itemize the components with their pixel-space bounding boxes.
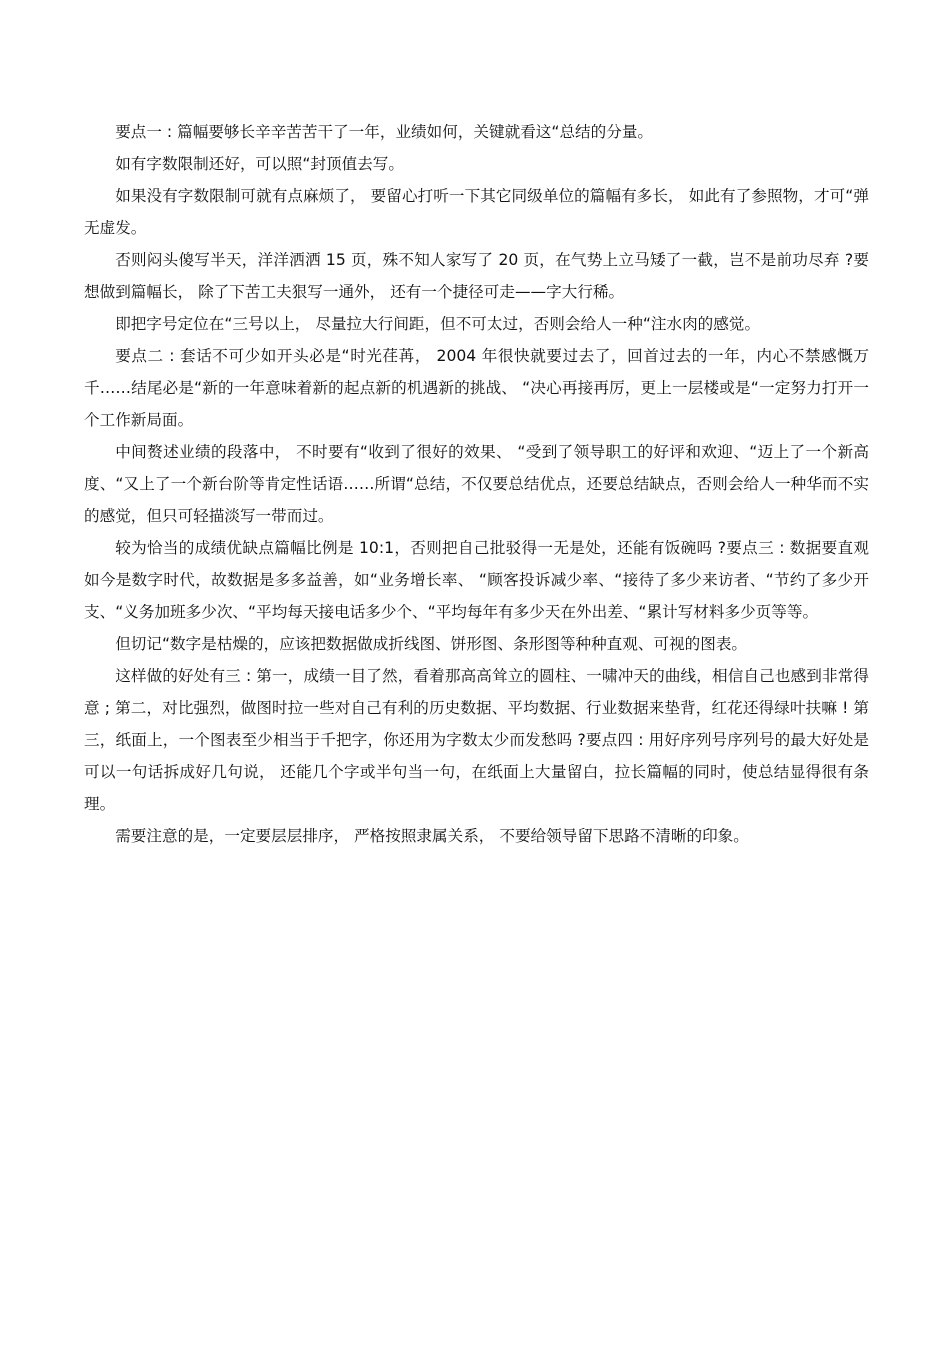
paragraph: 需要注意的是，一定要层层排序， 严格按照隶属关系， 不要给领导留下思路不清晰的印象。	[115, 827, 749, 845]
paragraph: 如有字数限制还好，可以照“封顶值去写。	[115, 155, 404, 173]
paragraph: 但切记“数字是枯燥的，应该把数据做成折线图、饼形图、条形图等种种直观、可视的图表。	[115, 635, 748, 653]
paragraph: 即把字号定位在“三号以上， 尽量拉大行间距，但不可太过，否则会给人一种“注水肉的感觉。	[115, 315, 761, 333]
paragraph: 要点二 : 套话不可少如开头必是“时光荏苒， 2004 年很快就要过去了，回首过去的一年，内心不禁感慨万千……结尾必是“新的一年意味着新的起点新的机遇新的挑战、 “决心再接再厉，更上一层楼或是“一定努力打开一个工作新局面。	[84, 347, 869, 429]
paragraph: 如果没有字数限制可就有点麻烦了， 要留心打听一下其它同级单位的篇幅有多长， 如此有了参照物，才可“弹无虚发。	[84, 187, 869, 237]
paragraph: 中间赘述业绩的段落中， 不时要有“收到了很好的效果、 “受到了领导职工的好评和欢迎、“迈上了一个新高度、“又上了一个新台阶等肯定性话语……所谓“总结，不仅要总结优点，还要总结缺点，否则会给人一种华而不实的感觉，但只可轻描淡写一带而过。	[84, 443, 869, 525]
paragraph: 较为恰当的成绩优缺点篇幅比例是 10:1，否则把自己批驳得一无是处，还能有饭碗吗 ?要点三 : 数据要直观如今是数字时代，故数据是多多益善，如“业务增长率、 “顾客投诉减少率、“接待了多少来访者、“节约了多少开支、“义务加班多少次、“平均每天接电话多少个、“平均每年有多少天在外出差、“累计写材料多少页等等。	[84, 539, 869, 621]
paragraph: 这样做的好处有三 : 第一，成绩一目了然，看着那高高耸立的圆柱、一啸冲天的曲线，相信自己也感到非常得意 ; 第二，对比强烈，做图时拉一些对自己有利的历史数据、平均数据、行业数据来垫背，红花还得绿叶扶嘛 ! 第三，纸面上，一个图表至少相当于千把字，你还用为字数太少而发愁吗 ?要点四 : 用好序列号序列号的最大好处是可以一句话拆成好几句说， 还能几个字或半句当一句，在纸面上大量留白，拉长篇幅的同时，使总结显得很有条理。	[84, 667, 869, 813]
paragraph: 要点一 : 篇幅要够长辛辛苦苦干了一年，业绩如何，关键就看这“总结的分量。	[115, 123, 654, 141]
paragraph: 否则闷头傻写半天，洋洋洒洒 15 页，殊不知人家写了 20 页，在气势上立马矮了一截，岂不是前功尽弃 ?要想做到篇幅长， 除了下苦工夫狠写一通外， 还有一个捷径可走——字大行稀。	[84, 251, 869, 301]
body-text	[84, 116, 869, 852]
